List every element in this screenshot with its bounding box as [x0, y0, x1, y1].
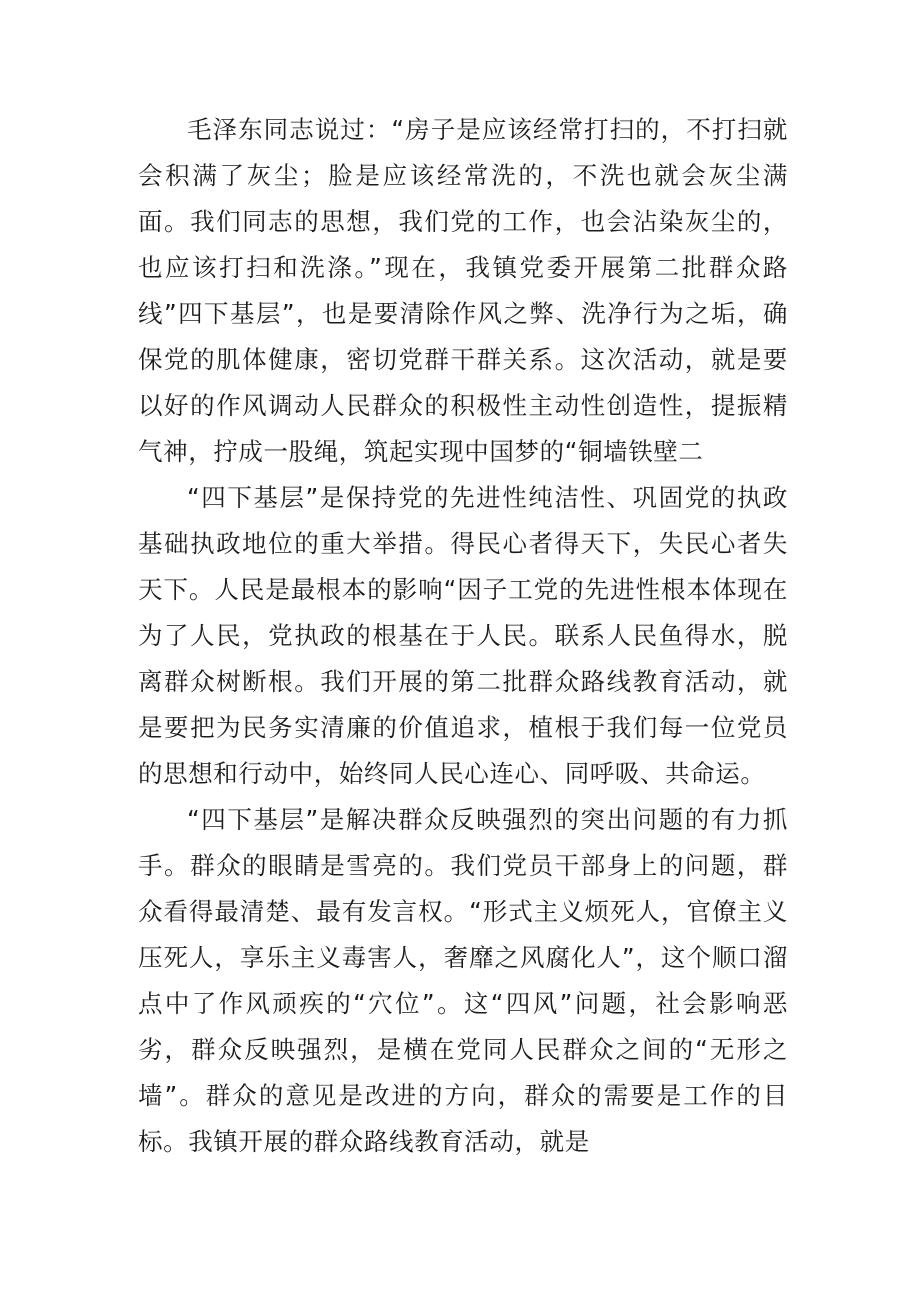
paragraph-3: “四下基层”是解决群众反映强烈的突出问题的有力抓手。群众的眼睛是雪亮的。我们党员干部身上的问题，群众看得最清楚、最有发言权。“形式主义烦死人，官僚主义压死人，享乐主义毒害人，奢靡之风腐化人”，这个顺口溜点中了作风顽疾的“穴位”。这“四风”问题，社会影响恶劣，群众反映强烈，是横在党同人民群众之间的“无形之墙”。群众的意见是改进的方向，群众的需要是工作的目标。我镇开展的群众路线教育活动，就是 [138, 805, 788, 1156]
paragraph-1: 毛泽东同志说过：“房子是应该经常打扫的，不打扫就会积满了灰尘；脸是应该经常洗的，不洗也就会灰尘满面。我们同志的思想，我们党的工作，也会沾染灰尘的，也应该打扫和洗涤。”现在，我镇党委开展第二批群众路线”四下基层”，也是要清除作风之弊、洗净行为之垢，确保党的肌体健康，密切党群干群关系。这次活动，就是要以好的作风调动人民群众的积极性主动性创造性，提振精气神，拧成一股绳，筑起实现中国梦的“铜墙铁壁二 [138, 115, 788, 466]
document-body [138, 107, 788, 1165]
paragraph-2: “四下基层”是保持党的先进性纯洁性、巩固党的执政基础执政地位的重大举措。得民心者得天下，失民心者失天下。人民是最根本的影响“因子工党的先进性根本体现在为了人民，党执政的根基在于人民。联系人民鱼得水，脱离群众树断根。我们开展的第二批群众路线教育活动，就是要把为民务实清廉的价值追求，植根于我们每一位党员的思想和行动中，始终同人民心连心、同呼吸、共命运。 [138, 483, 788, 788]
